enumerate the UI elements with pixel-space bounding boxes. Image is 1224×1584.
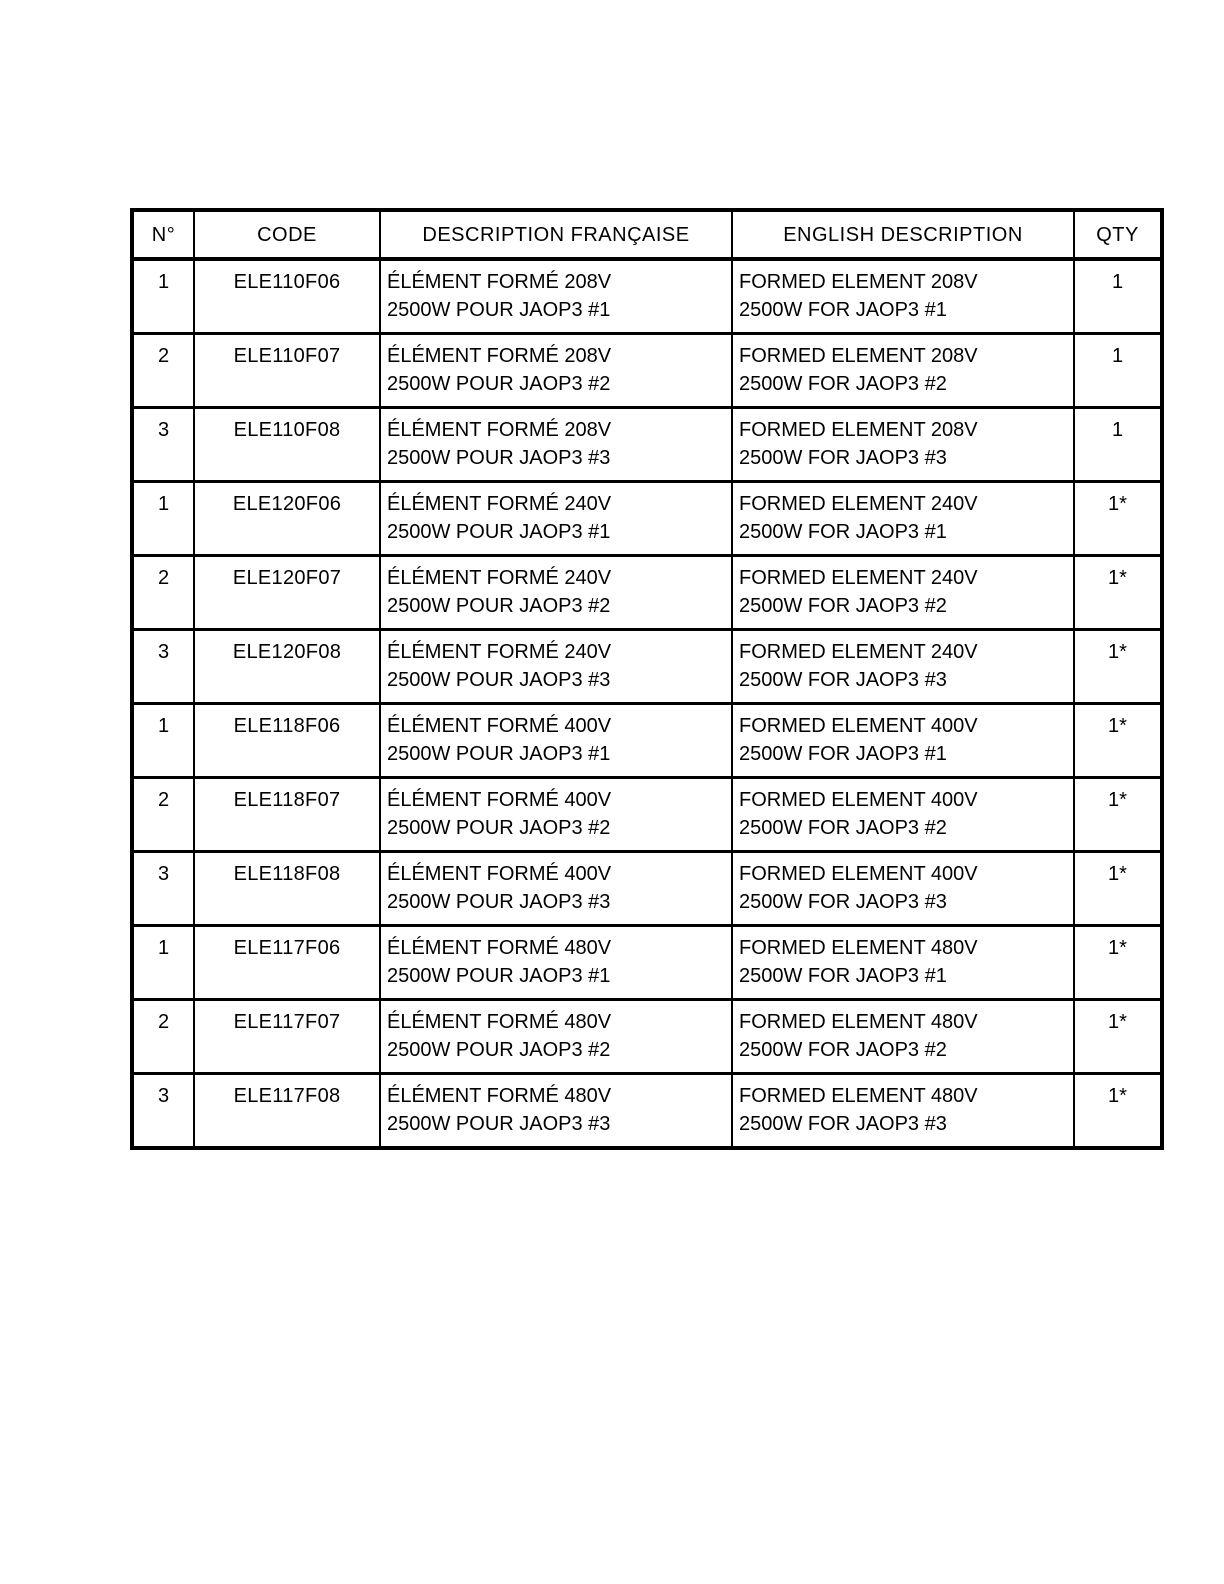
row-number-cell: 1 [132,259,194,334]
table-row [132,704,1162,778]
quantity-cell: 1* [1074,926,1162,1000]
row-number-cell: 1 [132,926,194,1000]
quantity-cell: 1* [1074,852,1162,926]
row-number-cell: 2 [132,778,194,852]
description-fr-line1: ÉLÉMENT FORMÉ 208V [387,345,612,367]
part-code-cell: ELE120F08 [194,630,380,704]
description-en-line1: FORMED ELEMENT 400V [739,863,978,885]
table-row [132,1074,1162,1149]
description-fr-line1: ÉLÉMENT FORMÉ 240V [387,493,612,515]
description-fr-line2: 2500W POUR JAOP3 #2 [387,1039,611,1061]
quantity-cell: 1* [1074,1000,1162,1074]
description-en-line1: FORMED ELEMENT 240V [739,567,978,589]
table-row [132,556,1162,630]
description-fr-cell [380,259,732,334]
part-code-cell: ELE117F07 [194,1000,380,1074]
header-description-fr: DESCRIPTION FRANÇAISE [380,210,732,259]
part-code-cell: ELE117F08 [194,1074,380,1149]
part-code-cell: ELE110F08 [194,408,380,482]
header-row [132,210,1162,259]
quantity-cell: 1 [1074,408,1162,482]
part-code-cell: ELE117F06 [194,926,380,1000]
description-fr-line2: 2500W POUR JAOP3 #1 [387,521,611,543]
description-en-cell [732,259,1074,334]
description-en-line1: FORMED ELEMENT 208V [739,419,978,441]
row-number-cell: 3 [132,852,194,926]
description-en-cell [732,1000,1074,1074]
description-fr-cell [380,482,732,556]
description-fr-line1: ÉLÉMENT FORMÉ 208V [387,419,612,441]
description-en-line1: FORMED ELEMENT 480V [739,1011,978,1033]
description-en-line1: FORMED ELEMENT 240V [739,493,978,515]
part-code-cell: ELE120F06 [194,482,380,556]
quantity-cell: 1* [1074,778,1162,852]
header-code: CODE [194,210,380,259]
row-number-cell: 3 [132,408,194,482]
description-fr-cell [380,334,732,408]
description-en-line2: 2500W FOR JAOP3 #2 [739,817,947,839]
description-en-line2: 2500W FOR JAOP3 #1 [739,743,947,765]
table-row [132,259,1162,334]
description-en-cell [732,926,1074,1000]
description-en-line2: 2500W FOR JAOP3 #2 [739,1039,947,1061]
table-row [132,778,1162,852]
description-fr-line1: ÉLÉMENT FORMÉ 208V [387,271,612,293]
description-en-line2: 2500W FOR JAOP3 #1 [739,299,947,321]
row-number-cell: 3 [132,1074,194,1149]
description-en-line2: 2500W FOR JAOP3 #2 [739,595,947,617]
table-row [132,408,1162,482]
description-fr-line2: 2500W POUR JAOP3 #3 [387,1113,611,1135]
table-row [132,334,1162,408]
quantity-cell: 1* [1074,630,1162,704]
description-en-line2: 2500W FOR JAOP3 #3 [739,669,947,691]
header-description-en: ENGLISH DESCRIPTION [732,210,1074,259]
description-en-line2: 2500W FOR JAOP3 #2 [739,373,947,395]
description-fr-line1: ÉLÉMENT FORMÉ 240V [387,567,612,589]
description-fr-line1: ÉLÉMENT FORMÉ 400V [387,715,612,737]
description-fr-line1: ÉLÉMENT FORMÉ 400V [387,863,612,885]
description-fr-cell [380,556,732,630]
description-fr-cell [380,778,732,852]
header-number: N° [132,210,194,259]
description-en-line2: 2500W FOR JAOP3 #1 [739,965,947,987]
description-fr-line2: 2500W POUR JAOP3 #2 [387,595,611,617]
description-en-line1: FORMED ELEMENT 208V [739,271,978,293]
description-fr-cell [380,704,732,778]
row-number-cell: 2 [132,1000,194,1074]
row-number-cell: 1 [132,704,194,778]
description-fr-cell [380,1000,732,1074]
row-number-cell: 2 [132,556,194,630]
description-en-cell [732,334,1074,408]
header-qty: QTY [1074,210,1162,259]
description-en-cell [732,630,1074,704]
description-fr-line1: ÉLÉMENT FORMÉ 240V [387,641,612,663]
description-fr-line2: 2500W POUR JAOP3 #3 [387,891,611,913]
part-code-cell: ELE118F06 [194,704,380,778]
row-number-cell: 2 [132,334,194,408]
description-en-cell [732,852,1074,926]
description-en-cell [732,704,1074,778]
description-fr-line2: 2500W POUR JAOP3 #3 [387,447,611,469]
quantity-cell: 1* [1074,704,1162,778]
description-fr-line2: 2500W POUR JAOP3 #3 [387,669,611,691]
description-en-cell [732,1074,1074,1149]
row-number-cell: 3 [132,630,194,704]
description-en-line1: FORMED ELEMENT 208V [739,345,978,367]
description-fr-line2: 2500W POUR JAOP3 #2 [387,373,611,395]
description-en-line2: 2500W FOR JAOP3 #3 [739,891,947,913]
description-en-line2: 2500W FOR JAOP3 #1 [739,521,947,543]
description-en-line1: FORMED ELEMENT 240V [739,641,978,663]
description-fr-cell [380,926,732,1000]
description-en-cell [732,482,1074,556]
description-en-line1: FORMED ELEMENT 480V [739,937,978,959]
quantity-cell: 1* [1074,482,1162,556]
part-code-cell: ELE118F07 [194,778,380,852]
table-row [132,852,1162,926]
table-row [132,482,1162,556]
description-fr-line2: 2500W POUR JAOP3 #2 [387,817,611,839]
description-fr-line2: 2500W POUR JAOP3 #1 [387,965,611,987]
quantity-cell: 1* [1074,1074,1162,1149]
description-fr-cell [380,852,732,926]
table-row [132,1000,1162,1074]
quantity-cell: 1* [1074,556,1162,630]
table-body [132,259,1162,1148]
row-number-cell: 1 [132,482,194,556]
description-fr-cell [380,408,732,482]
table-row [132,630,1162,704]
description-fr-cell [380,1074,732,1149]
table-header [132,210,1162,259]
part-code-cell: ELE120F07 [194,556,380,630]
description-en-line1: FORMED ELEMENT 400V [739,789,978,811]
description-en-cell [732,408,1074,482]
parts-table [130,208,1164,1150]
description-en-line2: 2500W FOR JAOP3 #3 [739,1113,947,1135]
description-fr-line2: 2500W POUR JAOP3 #1 [387,299,611,321]
description-en-cell [732,556,1074,630]
description-en-line2: 2500W FOR JAOP3 #3 [739,447,947,469]
description-fr-line1: ÉLÉMENT FORMÉ 480V [387,1085,612,1107]
description-en-line1: FORMED ELEMENT 400V [739,715,978,737]
part-code-cell: ELE110F06 [194,259,380,334]
description-fr-line1: ÉLÉMENT FORMÉ 480V [387,1011,612,1033]
description-en-line1: FORMED ELEMENT 480V [739,1085,978,1107]
description-fr-line1: ÉLÉMENT FORMÉ 400V [387,789,612,811]
table-row [132,926,1162,1000]
quantity-cell: 1 [1074,334,1162,408]
part-code-cell: ELE110F07 [194,334,380,408]
quantity-cell: 1 [1074,259,1162,334]
description-fr-cell [380,630,732,704]
description-en-cell [732,778,1074,852]
part-code-cell: ELE118F08 [194,852,380,926]
description-fr-line2: 2500W POUR JAOP3 #1 [387,743,611,765]
description-fr-line1: ÉLÉMENT FORMÉ 480V [387,937,612,959]
